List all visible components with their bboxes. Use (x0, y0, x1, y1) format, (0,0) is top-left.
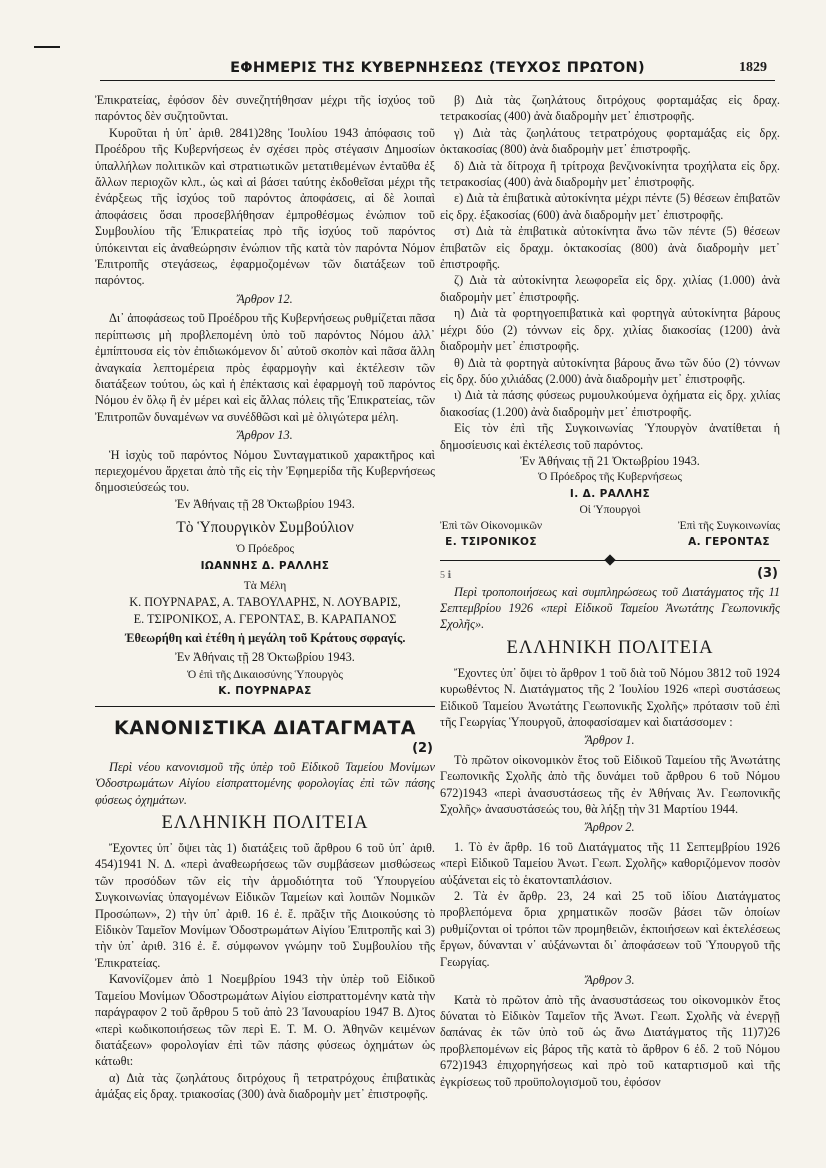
signature-block (678, 519, 780, 550)
date-line: Ἐν Ἀθήναις τῇ 28 Ὀκτωβρίου 1943. (175, 496, 355, 511)
state-heading: ΕΛΛΗΝΙΚΗ ΠΟΛΙΤΕΙΑ (506, 637, 714, 658)
tariff-item: θ) Διὰ τὰ φορτηγὰ αὐτοκίνητα βάρους ἄνω τῶν δύο (2) τόννων εἰς δρχ. δύο χιλιάδας (2.000) ἀνὰ διαδρομὴν μετ᾽ ἐπιστροφῆς. (440, 355, 780, 386)
corner-mark (34, 46, 60, 48)
section-title: ΚΑΝΟΝΙΣΤΙΚΑ ΔΙΑΤΑΓΜΑΤΑ (113, 716, 417, 739)
paragraph: Ἐπικρατείας, ἐφόσον δὲν συνεζητήθησαν μέχρι τῆς ἰσχύος τοῦ παρόντος δὲν συζητοῦνται. (95, 93, 435, 124)
paragraph: Ἔχοντες ὑπ᾽ ὄψει τὰς 1) διατάξεις τοῦ ἄρθρου 6 τοῦ ὑπ᾽ ἀριθ. 454)1941 Ν. Δ. «περὶ ἀναθεωρήσεως τῶν συμβάσεων μισθώσεως τῶν προσόδων τῶν εἰς τὴν ἁρμοδιότητα τοῦ Ὑπουργείου Συγκοινωνίας ὑπαγομένων Εἰδικῶν Ταμείων καὶ λοιπῶν Νομικῶν Προσώπων», 2) τὴν ὑπ᾽ ἀριθ. 16 ἐ. ἔ. πρᾶξιν τῆς Διοικούσης τὸ Εἰδικὸν Ταμεῖον Μονίμων Ὁδοστρωμάτων Αἰγίου Ἐπιτροπῆς καὶ 3) τὴν ὑπ᾽ ἀριθ. 316 ἐ. ἔ. σύμφωνον γνώμην τοῦ Συμβουλίου τῆς Ἐπικρατείας. (95, 841, 435, 970)
seal-line: Ἐθεωρήθη καὶ ἐτέθη ἡ μεγάλη τοῦ Κράτους σφραγίς. (124, 631, 406, 646)
article-heading: Ἄρθρον 13. (237, 428, 293, 443)
page-number: 1829 (739, 60, 767, 75)
justice-minister-name: Κ. ΠΟΥΡΝΑΡΑΣ (218, 685, 312, 698)
date-line: Ἐν Ἀθήναις τῇ 28 Ὀκτωβρίου 1943. (175, 649, 355, 664)
transport-minister-name: Α. ΓΕΡΟΝΤΑΣ (688, 535, 770, 548)
decree-subject: Περὶ τροποποιήσεως καὶ συμπληρώσεως τοῦ Διατάγματος τῆς 11 Σεπτεμβρίου 1926 «περὶ Εἰδικοῦ Ταμείου Ἀνωτάτης Γεωπονικῆς Σχολῆς». (440, 584, 780, 632)
decree-subject: Περὶ νέου κανονισμοῦ τῆς ὑπὲρ τοῦ Εἰδικοῦ Ταμείου Μονίμων Ὁδοστρωμάτων Αἰγίου εἰσπραττομένης φορολογίας ἐπὶ τῶν πάσης φύσεως ὀχημάτων. (95, 759, 435, 807)
paragraph: α) Διὰ τὰς ζωηλάτους διτρόχους ἢ τετρατρόχους ἐπιβατικὰς ἁμάξας εἰς δραχ. τριακοσίας (300) ἀνὰ διαδρομὴν μετ᾽ ἐπιστροφῆς. (95, 1070, 435, 1102)
page-header (100, 58, 775, 81)
econ-minister-label: Ἐπὶ τῶν Οἰκονομικῶν (440, 519, 543, 532)
right-column (440, 92, 780, 1152)
minister-signatures (440, 519, 780, 550)
signature-block (440, 519, 542, 550)
decree-number-row (95, 741, 435, 759)
members-label: Τὰ Μέλη (243, 579, 287, 592)
tariff-item: στ) Διὰ τὰ ἐπιβατικὰ αὐτοκίνητα ἄνω τῶν πέντε (5) θέσεων ἐπιβατῶν εἰς δραχμ. ὀκτακοσίας (800) ἀνὰ διαδρομὴν μετ᾽ ἐπιστροφῆς. (440, 224, 780, 272)
paragraph: Κυροῦται ἡ ὑπ᾽ ἀριθ. 2841)28ης Ἰουλίου 1943 ἀπόφασις τοῦ Προέδρου τῆς Κυβερνήσεως ἐν σχέσει πρὸς στέγασιν Δημοσίων ὑπαλλήλων πολιτικῶν καὶ στρατιωτικῶν μετατιθεμένων ἐνταῦθα ἐξ ἄλλων περιοχῶν κλπ., ὡς καὶ αἱ βάσει ταύτης ἐκδοθεῖσαι μέχρι τῆς ἐνάρξεως τῆς ἰσχύος τοῦ παρόντος ἀποφάσεις, αἱ δὲ λοιπαὶ ἀποφάσεις ὅσαι προσεβλήθησαν ἐμπροθέσμως ἐνώπιον τοῦ Συμβουλίου τῆς Ἐπικρατείας πρὸ τῆς ἰσχύος τοῦ παρόντος ὑπόκεινται εἰς ἀναθεώρησιν ἐνώπιον τῆς κατὰ τὸν παρόντα Νόμον Ἐπιτροπῆς στεγάσεως, ἐφαρμοζομένων τῶν διατάξεων τοῦ παρόντος. (95, 125, 435, 288)
gazette-title: ΕΦΗΜΕΡΙΣ ΤΗΣ ΚΥΒΕΡΝΗΣΕΩΣ (ΤΕΥΧΟΣ ΠΡΩΤΟΝ) (230, 60, 645, 76)
tariff-item: β) Διὰ τὰς ζωηλάτους διτρόχους φορταμάξας εἰς δραχ. τετρακοσίας (400) ἀνὰ διαδρομὴν μετ᾽ ἐπιστροφῆς. (440, 93, 780, 124)
paragraph: 1. Τὸ ἐν ἄρθρ. 16 τοῦ Διατάγματος τῆς 11 Σεπτεμβρίου 1926 «περὶ Εἰδικοῦ Ταμείου Ἀνωτ. Γεωπ. Σχολῆς» καθοριζόμενον ποσὸν αὐξάνεται εἰς τὸ ἑκατονταπλάσιον. (440, 839, 780, 887)
article-heading: Ἄρθρον 1. (585, 733, 635, 748)
article-heading: Ἄρθρον 2. (585, 820, 635, 835)
paragraph: Κανονίζομεν ἀπὸ 1 Νοεμβρίου 1943 τὴν ὑπὲρ τοῦ Εἰδικοῦ Ταμείου Μονίμων Ὁδοστρωμάτων Αἰγίου εἰσπραττομένην κατὰ τὴν παράγραφον 2 τοῦ ἄρθρου 5 τοῦ ἀπὸ 23 Ἰανουαρίου 1947 Β. Δ)τος «περὶ κωδικοποιήσεως τῶν περὶ Ε. Τ. Μ. Ο. Ἀθηνῶν κειμένων διατάξεων» φορολογίαν ἐπὶ τῶν πάσης φύσεως ὀχημάτων ὡς κάτωθι: (95, 972, 435, 1069)
tariff-item: ε) Διὰ τὰ ἐπιβατικὰ αὐτοκίνητα μέχρι πέντε (5) θέσεων ἐπιβατῶν εἰς δρχ. ἑξακοσίας (600) ἀνὰ διαδρομὴν μετ᾽ ἐπιστροφῆς. (440, 191, 780, 222)
ministers-label: Οἱ Ὑπουργοὶ (579, 504, 641, 517)
left-column (95, 92, 435, 1152)
paragraph: Εἰς τὸν ἐπὶ τῆς Συγκοινωνίας Ὑπουργὸν ἀνατίθεται ἡ δημοσίευσις καὶ ἐκτέλεσις τοῦ παρόντος. (440, 421, 780, 452)
divider (95, 706, 435, 707)
article-heading: Ἄρθρον 12. (237, 291, 293, 306)
paragraph: Ἡ ἰσχὺς τοῦ παρόντος Νόμου Συνταγματικοῦ χαρακτῆρος καὶ περιεχομένου ἄρχεται ἀπὸ τῆς εἰς τὴν Ἐφημερίδα τῆς Κυβερνήσεως δημοσιεύσεώς του. (95, 447, 435, 495)
econ-minister-name: Ε. ΤΣΙΡΟΝΙΚΟΣ (445, 535, 537, 548)
article-heading: Ἄρθρον 3. (585, 973, 635, 988)
decree-number: (3) (757, 565, 778, 581)
date-line: Ἐν Ἀθήναις τῇ 21 Ὀκτωβρίου 1943. (520, 453, 700, 468)
justice-minister-label: Ὁ ἐπὶ τῆς Δικαιοσύνης Ὑπουργὸς (187, 669, 343, 681)
president-label: Ὁ Πρόεδρος (235, 543, 295, 556)
council-heading: Τὸ Ὑπουργικὸν Συμβούλιον (176, 519, 354, 537)
paragraph: Ἔχοντες ὑπ᾽ ὄψει τὸ ἄρθρον 1 τοῦ διὰ τοῦ Νόμου 3812 τοῦ 1924 κυρωθέντος Ν. Διατάγματος τῆς 2 Ἰουλίου 1926 «περὶ συστάσεως Εἰδικοῦ Ταμείου Ἀνωτάτης Γεωπονικῆς Σχολῆς» πρότασιν τοῦ ἐπὶ τῆς Γεωργίας Ὑπουργοῦ, ἀποφασίσαμεν καὶ διατάσσομεν : (440, 665, 780, 729)
tariff-item: ι) Διὰ τὰ πάσης φύσεως ρυμουλκούμενα ὀχήματα εἰς δρχ. χιλίας διακοσίας (1.200) ἀνὰ διαδρομὴν μετ᾽ ἐπιστροφῆς. (440, 388, 780, 419)
paragraph: Δι᾽ ἀποφάσεως τοῦ Προέδρου τῆς Κυβερνήσεως ρυθμίζεται πᾶσα περίπτωσις μὴ προβλεπομένη ὑπὸ τοῦ παρόντος Νόμου ἀλλ᾽ ἐμπίπτουσα εἰς τὸν ἐπιδιωκόμενον δι᾽ αὐτοῦ σκοπὸν καὶ πᾶσα ἄλλη ἀναγκαία λεπτομέρεια πρὸς ἐφαρμογὴν καὶ ἐκτέλεσιν τῶν διατάξεων τούτου, ὡς καὶ ἡ ἐπέκτασις καὶ ἐφαρμογὴ τοῦ παρόντος Νόμου ἐν ὅλῳ ἢ ἐν μέρει καὶ εἰς ἄλλας πόλεις τῆς Ἐπικρατείας, τῶν Ἐπιτροπῶν δυναμένων να συνέδθῶσι καὶ μὲ ὀλιγώτερα μέλη. (95, 311, 435, 424)
members-line: Ε. ΤΣΙΡΟΝΙΚΟΣ, Α. ΓΕΡΟΝΤΑΣ, Β. ΚΑΡΑΠΑΝΟΣ (133, 611, 397, 626)
transport-minister-label: Ἐπὶ τῆς Συγκοινωνίας (678, 519, 780, 532)
president-name: ΙΩΑΝΝΗΣ Δ. ΡΑΛΛΗΣ (200, 559, 330, 572)
ornament-divider (440, 556, 780, 566)
tariff-item: ζ) Διὰ τὰ αὐτοκίνητα λεωφορεῖα εἰς δρχ. χιλίας (1.000) ἀνὰ διαδρομὴν μετ᾽ ἐπιστροφῆς. (440, 273, 780, 304)
paragraph: 2. Τὰ ἐν ἄρθρ. 23, 24 καὶ 25 τοῦ ἰδίου Διατάγματος προβλεπόμενα ὅρια χρηματικῶν ποσῶν βάσει τῶν ὁποίων ρυθμίζονται οἱ τρόποι τῶν προμηθειῶν, ἐκποιήσεων καὶ ἐκτελέσεως ἔργων, δύνανται ν᾽ αὐξάνωνται δι᾽ ἀποφάσεων τοῦ Ὑπουργοῦ τῆς Γεωργίας. (440, 889, 780, 969)
decree-number: (2) (412, 740, 433, 756)
gov-president-name: Ι. Δ. ΡΑΛΛΗΣ (569, 487, 651, 500)
decree-number-row (440, 566, 780, 584)
paragraph: Τὸ πρῶτον οἰκονομικὸν ἔτος τοῦ Εἰδικοῦ Ταμείου τῆς Ἀνωτάτης Γεωπονικῆς Σχολῆς ἀπὸ τῆς δυνάμει τοῦ ἄρθρου 6 τοῦ Νόμου 672)1943 «περὶ ἀνασυστάσεως τῆς ἐν Ἀθήναις Ἀν. Γεωπονικῆς Σχολῆς» ἀνασυστάσεώς του, θὰ λήξῃ τὴν 31 Μαρτίου 1944. (440, 752, 780, 817)
marginal-mark: 5 ℹ (440, 569, 452, 581)
paragraph: Κατὰ τὸ πρῶτον ἀπὸ τῆς ἀνασυστάσεως του οἰκονομικὸν ἔτος δύναται τὸ Εἰδικὸν Ταμεῖον τῆς Ἀνωτ. Γεωπ. Σχολῆς νὰ ἐνεργῇ δαπάνας ἐκ τῶν ὑπὸ τοῦ ὡς ἄνω Διατάγματος τῆς 11)7)26 προβλεπομένων εἰς βάρος τῆς κατὰ τὸ ἄρθρον 6 ἐδ. 2 τοῦ Νόμου 672)1943 ἐπιχορηγήσεως καὶ πρὸ τοῦ καταρτισμοῦ καὶ τῆς ἐγκρίσεως τοῦ προϋπολογισμοῦ του, ἐφόσον (440, 992, 780, 1089)
tariff-item: η) Διὰ τὰ φορτηγοεπιβατικὰ καὶ φορτηγὰ αὐτοκίνητα βάρους μέχρι δύο (2) τόννων εἰς δρχ. χιλίας διακοσίας (1200) ἀνὰ διαδρομὴν μετ᾽ ἐπιστροφῆς. (440, 306, 780, 354)
tariff-item: δ) Διὰ τὰ δίτροχα ἢ τρίτροχα βενζινοκίνητα τροχήλατα εἰς δρχ. τετρακοσίας (400) ἀνὰ διαδρομὴν μετ᾽ ἐπιστροφῆς. (440, 158, 780, 190)
gov-president-label: Ὁ Πρόεδρος τῆς Κυβερνήσεως (538, 471, 682, 484)
members-line: Κ. ΠΟΥΡΝΑΡΑΣ, Α. ΤΑΒΟΥΛΑΡΗΣ, Ν. ΛΟΥΒΑΡΙΣ, (129, 595, 401, 610)
tariff-item: γ) Διὰ τὰς ζωηλάτους τετρατρόχους φορταμάξας εἰς δρχ. ὀκτακοσίας (800) ἀνὰ διαδρομὴν μετ᾽ ἐπιστροφῆς. (440, 125, 780, 157)
state-heading: ΕΛΛΗΝΙΚΗ ΠΟΛΙΤΕΙΑ (161, 813, 369, 834)
